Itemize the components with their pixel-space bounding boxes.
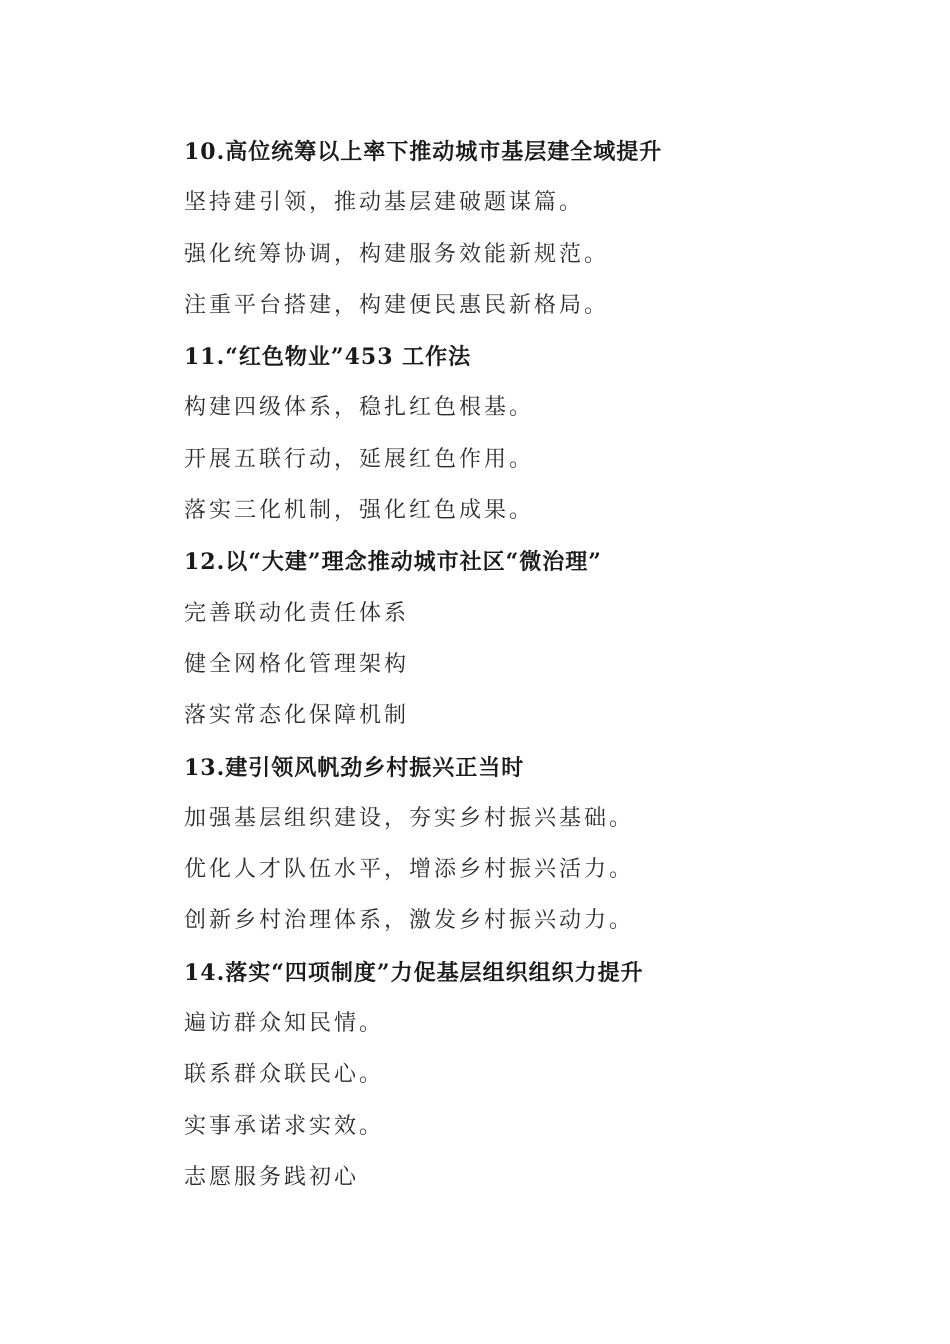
section-item: 优化人才队伍水平，增添乡村振兴活力。 (184, 857, 635, 883)
section-item: 坚持建引领，推动基层建破题谋篇。 (184, 190, 585, 216)
section-heading: 14.落实“四项制度”力促基层组织组织力提升 (184, 959, 644, 986)
section-item: 落实三化机制，强化红色成果。 (184, 498, 535, 524)
section-item: 加强基层组织建设，夯实乡村振兴基础。 (184, 805, 635, 831)
section-item: 健全网格化管理架构 (184, 651, 410, 677)
section-item: 遍访群众知民情。 (184, 1011, 385, 1037)
section-heading: 12.以“大建”理念推动城市社区“微治理” (184, 549, 602, 576)
section-heading: 10.高位统筹以上率下推动城市基层建全域提升 (184, 139, 663, 165)
section-item: 构建四级体系，稳扎红色根基。 (184, 395, 535, 421)
section-item: 落实常态化保障机制 (184, 703, 410, 729)
document-page (184, 132, 884, 1209)
section-heading: 11.“红色物业”453 工作法 (184, 344, 472, 371)
section-item: 完善联动化责任体系 (184, 600, 410, 626)
section-item: 开展五联行动，延展红色作用。 (184, 446, 535, 472)
section-heading: 13.建引领风帆劲乡村振兴正当时 (184, 754, 525, 781)
section-item: 注重平台搭建，构建便民惠民新格局。 (184, 292, 610, 318)
section-item: 志愿服务践初心 (184, 1164, 360, 1190)
section-item: 创新乡村治理体系，激发乡村振兴动力。 (184, 908, 635, 934)
section-item: 强化统筹协调，构建服务效能新规范。 (184, 241, 610, 267)
section-item: 实事承诺求实效。 (184, 1113, 385, 1139)
section-item: 联系群众联民心。 (184, 1062, 385, 1088)
